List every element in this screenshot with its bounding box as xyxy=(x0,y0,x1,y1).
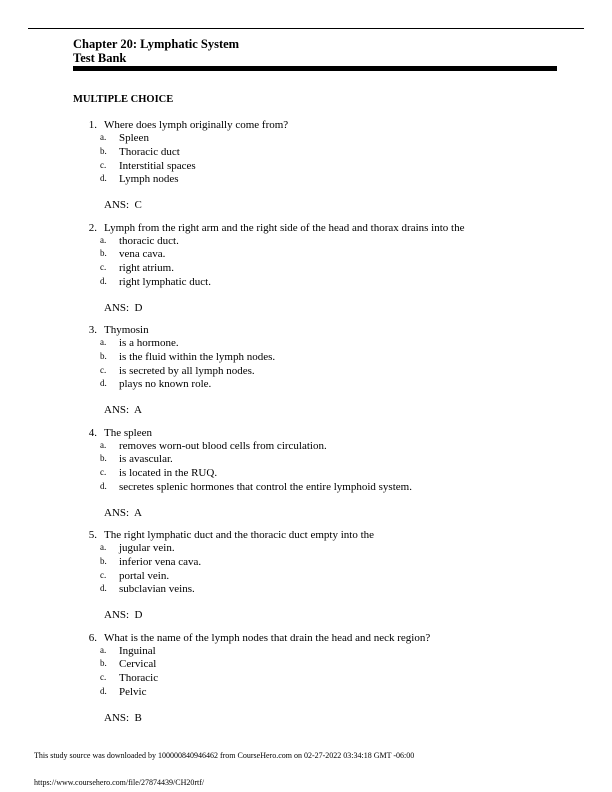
choice-letter: b. xyxy=(100,145,107,156)
choice-c xyxy=(0,262,612,276)
answer-key: ANS: D xyxy=(104,301,143,314)
choice-text: Interstitial spaces xyxy=(119,159,196,172)
choice-a xyxy=(0,235,612,249)
choice-letter: a. xyxy=(100,644,107,655)
choice-text: Inguinal xyxy=(119,644,156,657)
question-5 xyxy=(0,528,612,631)
choice-a xyxy=(0,440,612,454)
choice-text: plays no known role. xyxy=(119,378,212,391)
choice-list xyxy=(0,132,612,187)
question-6 xyxy=(0,631,612,734)
download-source-note: This study source was downloaded by 100000840946462 from CourseHero.com on 02-27-2022 03:34:18 GMT -06:00 xyxy=(34,751,415,760)
choice-a xyxy=(0,542,612,556)
answer-key: ANS: A xyxy=(104,404,142,417)
question-list xyxy=(0,118,612,733)
question-text: Thymosin xyxy=(104,324,149,336)
choice-letter: d. xyxy=(100,275,107,286)
choice-letter: c. xyxy=(100,672,107,683)
choice-b xyxy=(0,248,612,262)
choice-letter: c. xyxy=(100,364,107,375)
question-text: The right lymphatic duct and the thoracic duct empty into the xyxy=(104,529,375,541)
choice-letter: d. xyxy=(100,173,107,184)
choice-letter: b. xyxy=(100,350,107,361)
question-1 xyxy=(0,118,612,221)
document-subtitle: Test Bank xyxy=(73,51,127,65)
choice-text: portal vein. xyxy=(119,569,170,582)
choice-text: right atrium. xyxy=(119,262,174,275)
choice-list xyxy=(0,542,612,597)
choice-letter: d. xyxy=(100,685,107,696)
choice-c xyxy=(0,672,612,686)
choice-text: thoracic duct. xyxy=(119,234,179,247)
question-text: Where does lymph originally come from? xyxy=(104,119,289,131)
answer-key: ANS: A xyxy=(104,506,142,519)
choice-letter: d. xyxy=(100,583,107,594)
choice-a xyxy=(0,132,612,146)
choice-text: is a hormone. xyxy=(119,337,179,349)
choice-letter: d. xyxy=(100,480,107,491)
answer-key: ANS: C xyxy=(104,199,142,212)
choice-text: is the fluid within the lymph nodes. xyxy=(119,350,276,363)
choice-letter: a. xyxy=(100,234,107,245)
choice-text: is located in the RUQ. xyxy=(119,467,218,480)
chapter-title: Chapter 20: Lymphatic System xyxy=(73,37,240,51)
choice-letter: b. xyxy=(100,453,107,464)
choice-d xyxy=(0,686,612,700)
choice-text: subclavian veins. xyxy=(119,583,195,596)
question-text: What is the name of the lymph nodes that drain the head and neck region? xyxy=(104,631,431,644)
choice-c xyxy=(0,160,612,174)
choice-text: vena cava. xyxy=(119,248,166,261)
choice-letter: b. xyxy=(100,248,107,259)
choice-text: inferior vena cava. xyxy=(119,555,202,568)
question-number: 6. xyxy=(88,631,97,644)
question-3 xyxy=(0,323,612,426)
choice-text: right lymphatic duct. xyxy=(119,275,211,288)
choice-text: is avascular. xyxy=(119,453,173,466)
top-divider xyxy=(28,28,584,29)
choice-text: Thoracic xyxy=(119,672,159,685)
question-number: 1. xyxy=(88,119,97,131)
choice-c xyxy=(0,570,612,584)
choice-letter: a. xyxy=(100,542,107,552)
choice-d xyxy=(0,583,612,597)
choice-a xyxy=(0,645,612,659)
answer-key: ANS: B xyxy=(104,711,142,724)
choice-text: Thoracic duct xyxy=(119,145,180,158)
choice-letter: a. xyxy=(100,439,107,450)
answer-key: ANS: D xyxy=(104,609,143,622)
choice-d xyxy=(0,276,612,290)
choice-d xyxy=(0,173,612,187)
choice-list xyxy=(0,440,612,495)
choice-c xyxy=(0,365,612,379)
choice-d xyxy=(0,481,612,495)
choice-text: Cervical xyxy=(119,658,157,671)
choice-letter: a. xyxy=(100,337,107,347)
choice-list xyxy=(0,645,612,700)
choice-letter: c. xyxy=(100,467,107,478)
choice-text: removes worn-out blood cells from circulation. xyxy=(119,439,327,452)
choice-text: jugular vein. xyxy=(119,542,175,554)
choice-text: secretes splenic hormones that control the entire lymphoid system. xyxy=(119,480,412,493)
section-title: MULTIPLE CHOICE xyxy=(73,94,174,105)
question-number: 5. xyxy=(88,529,97,541)
question-text: The spleen xyxy=(104,426,152,439)
choice-letter: d. xyxy=(100,378,107,389)
choice-text: Pelvic xyxy=(119,685,147,698)
choice-list xyxy=(0,235,612,290)
question-number: 4. xyxy=(88,426,97,439)
question-2 xyxy=(0,221,612,324)
choice-b xyxy=(0,351,612,365)
choice-b xyxy=(0,658,612,672)
choice-b xyxy=(0,453,612,467)
question-text: Lymph from the right arm and the right side of the head and thorax drains into the xyxy=(104,221,465,234)
question-4 xyxy=(0,426,612,529)
choice-letter: b. xyxy=(100,658,107,669)
source-url[interactable]: https://www.coursehero.com/file/27874439/CH20rtf/ xyxy=(34,778,205,787)
document-header xyxy=(73,37,239,65)
choice-c xyxy=(0,467,612,481)
choice-a xyxy=(0,337,612,351)
choice-letter: c. xyxy=(100,159,107,170)
question-number: 3. xyxy=(88,324,97,336)
choice-text: Spleen xyxy=(119,132,149,144)
choice-letter: c. xyxy=(100,569,107,580)
question-number: 2. xyxy=(88,221,97,234)
choice-text: Lymph nodes xyxy=(119,173,179,186)
choice-text: is secreted by all lymph nodes. xyxy=(119,364,255,377)
choice-letter: b. xyxy=(100,555,107,566)
choice-letter: c. xyxy=(100,262,107,273)
choice-d xyxy=(0,378,612,392)
choice-b xyxy=(0,146,612,160)
choice-b xyxy=(0,556,612,570)
choice-letter: a. xyxy=(100,132,107,142)
choice-list xyxy=(0,337,612,392)
header-divider xyxy=(73,66,557,71)
